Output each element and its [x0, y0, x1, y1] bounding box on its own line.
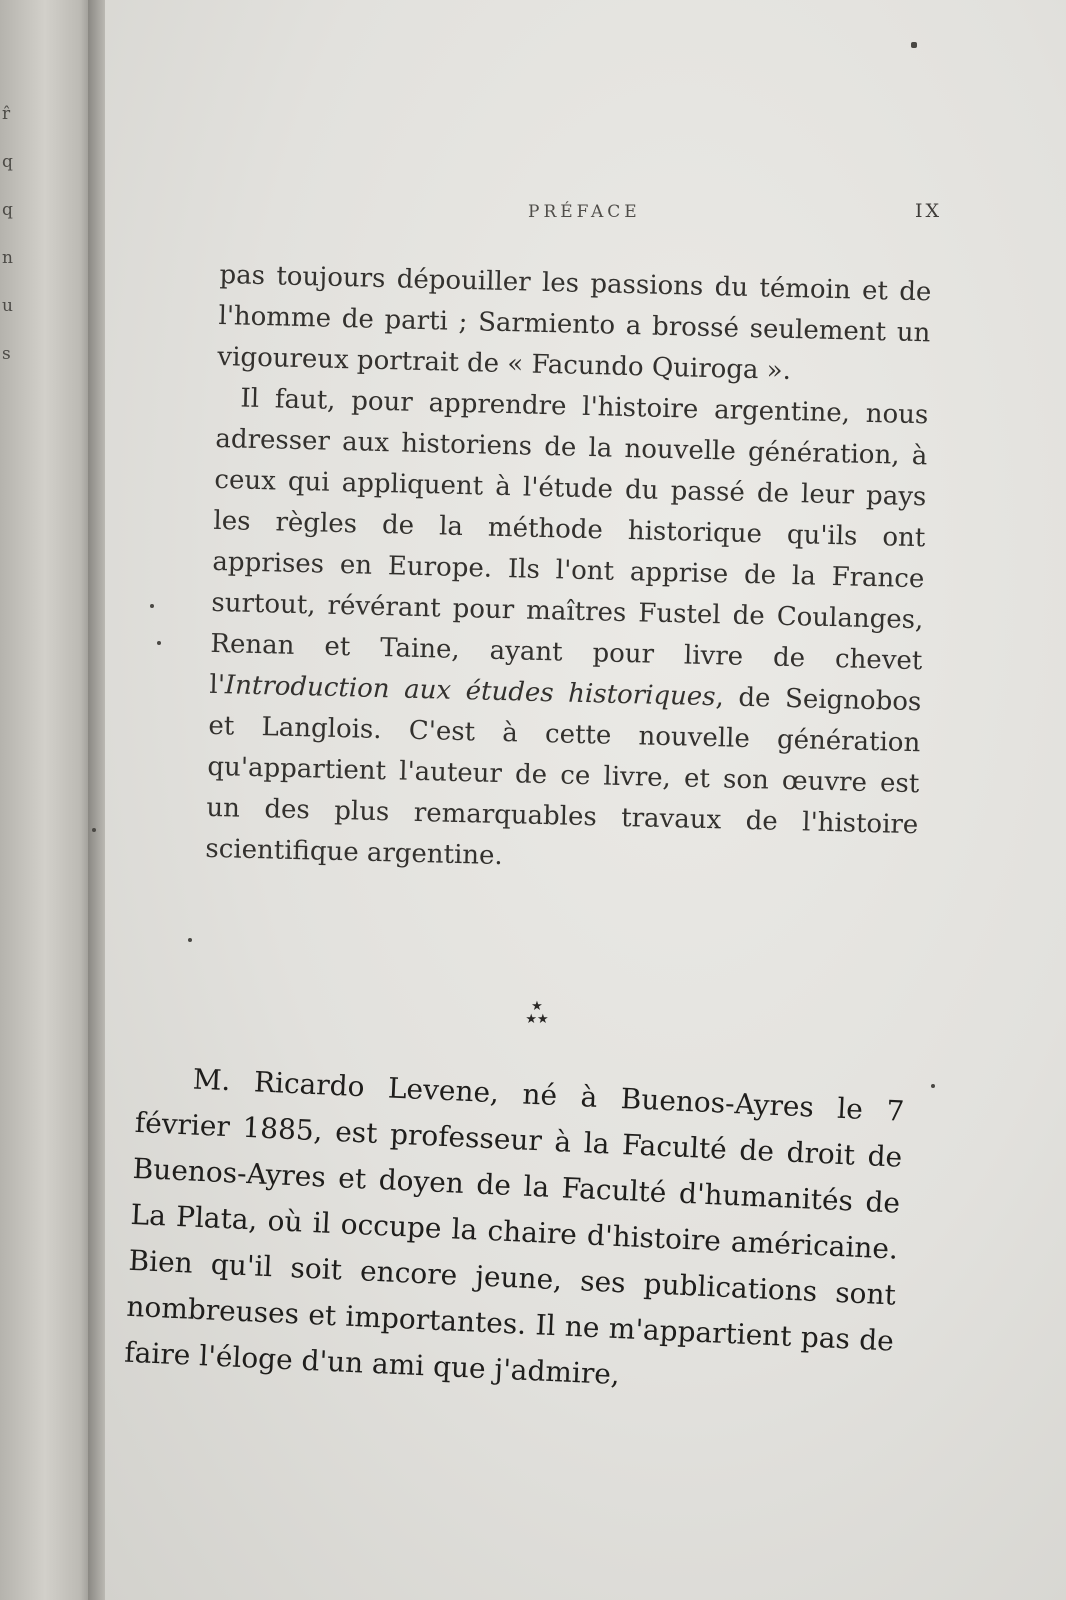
paragraph-historians	[205, 378, 929, 887]
paper-speck	[92, 828, 96, 832]
left-page-edge	[0, 0, 95, 1600]
paragraph-historians-text-end: , de Seignobos et Langlois. C'est à cette nouvelle génération qu'appartient l'auteur de ce livre, et son œuvre est un des plus remarquables travaux de l'histoire scientifique argentine.	[205, 682, 922, 872]
asterism-bottom-stars: ★★	[525, 1012, 549, 1027]
upper-text-block	[205, 255, 932, 887]
running-head: PRÉFACE	[528, 202, 641, 222]
section-separator-asterism	[512, 1000, 562, 1026]
paper-speck	[150, 604, 154, 608]
book-title-italic: Introduction aux études historiques	[224, 670, 716, 713]
left-page-text-fragments: r̂ q q n u s	[2, 104, 13, 364]
page-number: IX	[915, 200, 943, 222]
paper-speck	[157, 641, 161, 645]
paragraph-historians-text: Il faut, pour apprendre l'histoire argentine, nous adresser aux historiens de la nouvelle génération, à ceux qui appliquent à l'étude du passé de leur pays les règles de la méthode historique qu'ils ont apprises en Europe. Ils l'ont apprise de la France surtout, révérant pour maîtres Fustel de Coulanges, Renan et Taine, ayant pour livre de chevet l'	[209, 383, 929, 701]
lower-text-block	[123, 1054, 905, 1411]
paper-speck	[911, 42, 917, 48]
paragraph-continuation: pas toujours dépouiller les passions du témoin et de l'homme de parti ; Sarmiento a brossé seulement un vigoureux portrait de « Facundo Quiroga ».	[217, 259, 932, 386]
paper-speck	[931, 1084, 935, 1088]
paper-speck	[188, 938, 192, 942]
paragraph-levene: M. Ricardo Levene, né à Buenos-Ayres le 7 février 1885, est professeur à la Faculté de droit de Buenos-Ayres et doyen de la Faculté d'humanités de La Plata, où il occupe la chaire d'histoire américaine. Bien qu'il soit encore jeune, ses publications sont nombreuses et importantes. Il ne m'appartient pas de faire l'éloge d'un ami que j'admire,	[123, 1062, 905, 1392]
asterism-top-star: ★	[531, 999, 543, 1014]
